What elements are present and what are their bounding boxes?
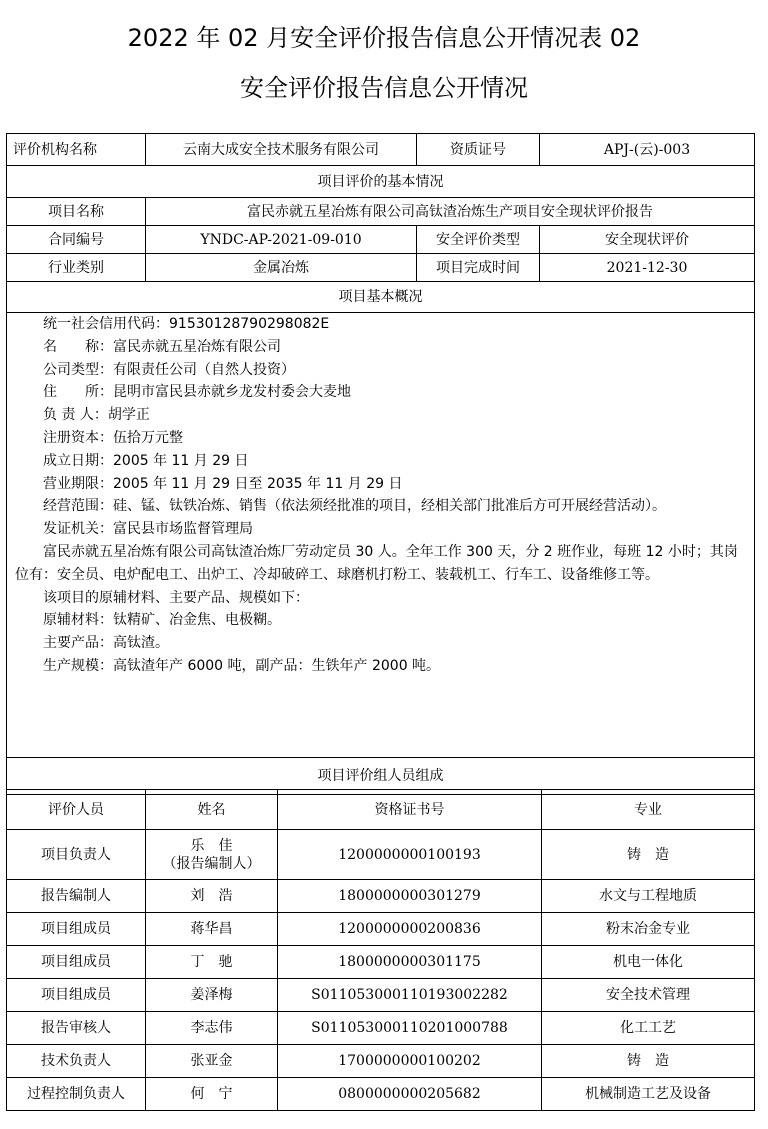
info-table	[6, 133, 755, 795]
team-cert: S011053000110201000788	[278, 1012, 542, 1045]
overview-line: 该项目的原辅材料、主要产品、规模如下：	[43, 589, 309, 606]
team-name: 丁 驰	[146, 946, 278, 979]
cert-label: 资质证号	[417, 134, 540, 166]
team-cert: 0800000000205682	[278, 1078, 542, 1111]
org-value: 云南大成安全技术服务有限公司	[146, 134, 417, 166]
team-cert: 1200000000200836	[278, 913, 542, 946]
eval-type-label: 安全评价类型	[417, 226, 540, 254]
table-row	[7, 1045, 755, 1078]
finish-time-value: 2021-12-30	[540, 254, 755, 282]
section-team-heading: 项目评价组人员组成	[7, 758, 755, 795]
team-name-note: （报告编制人）	[162, 855, 261, 872]
team-major: 机电一体化	[542, 946, 755, 979]
overview-line: 富民赤就五星冶炼有限公司高钛渣冶炼厂劳动定员 30 人。全年工作 300 天，分 2 班作业，每班 12 小时；其岗位有：安全员、电炉配电工、出炉工、冷却破碎工、球磨机打粉工、装载机工、行车工、设备维修工等。	[15, 543, 738, 583]
team-role: 项目组成员	[7, 979, 146, 1012]
team-name: 李志伟	[146, 1012, 278, 1045]
org-row	[7, 134, 755, 166]
team-major: 铸 造	[542, 1045, 755, 1078]
table-row	[7, 946, 755, 979]
team-role: 报告编制人	[7, 880, 146, 913]
team-name: 何 宁	[146, 1078, 278, 1111]
team-header-name: 姓名	[146, 790, 278, 830]
overview-line: 公司类型：有限责任公司（自然人投资）	[43, 361, 295, 378]
overview-line: 名 称：富民赤就五星冶炼有限公司	[43, 338, 281, 355]
team-table	[6, 789, 755, 1111]
org-label: 评价机构名称	[7, 134, 146, 166]
document-subtitle: 安全评价报告信息公开情况	[240, 74, 528, 102]
finish-time-label: 项目完成时间	[417, 254, 540, 282]
overview-line: 生产规模：高钛渣年产 6000 吨，副产品：生铁年产 2000 吨。	[43, 657, 441, 674]
table-row	[7, 880, 755, 913]
project-name-value: 富民赤就五星冶炼有限公司高钛渣冶炼生产项目安全现状评价报告	[146, 198, 755, 226]
team-cert: 1200000000100193	[278, 830, 542, 880]
overview-line: 成立日期：2005 年 11 月 29 日	[43, 452, 249, 469]
team-header-major: 专业	[542, 790, 755, 830]
team-role: 项目组成员	[7, 913, 146, 946]
team-header-row	[7, 790, 755, 830]
team-major: 水文与工程地质	[542, 880, 755, 913]
team-role: 过程控制负责人	[7, 1078, 146, 1111]
industry-label: 行业类别	[7, 254, 146, 282]
team-name: 张亚金	[146, 1045, 278, 1078]
industry-value: 金属冶炼	[146, 254, 417, 282]
team-major: 铸 造	[542, 830, 755, 880]
team-role: 报告审核人	[7, 1012, 146, 1045]
team-major: 安全技术管理	[542, 979, 755, 1012]
team-role: 项目组成员	[7, 946, 146, 979]
overview-line: 经营范围：硅、锰、钛铁冶炼、销售（依法须经批准的项目，经相关部门批准后方可开展经营活动）。	[43, 498, 666, 515]
team-name: 蒋华昌	[146, 913, 278, 946]
overview-line: 主要产品：高钛渣。	[43, 635, 169, 652]
table-row	[7, 1012, 755, 1045]
team-name-text: 乐 佳	[190, 837, 233, 854]
section-overview-heading: 项目基本概况	[7, 282, 755, 313]
team-name	[146, 830, 278, 880]
section-basic-heading: 项目评价的基本情况	[7, 166, 755, 198]
team-name: 姜泽梅	[146, 979, 278, 1012]
overview-line: 住 所：昆明市富民县赤就乡龙发村委会大麦地	[43, 384, 351, 401]
team-name: 刘 浩	[146, 880, 278, 913]
team-major: 化工工艺	[542, 1012, 755, 1045]
cert-value: APJ-(云)-003	[540, 134, 755, 166]
overview-line: 发证机关：富民县市场监督管理局	[43, 521, 253, 538]
overview-line: 注册资本：伍拾万元整	[43, 429, 183, 446]
project-name-label: 项目名称	[7, 198, 146, 226]
team-header-role: 评价人员	[7, 790, 146, 830]
overview-line: 原辅材料：钛精矿、冶金焦、电极糊。	[43, 612, 281, 629]
team-major: 粉末冶金专业	[542, 913, 755, 946]
team-cert: 1700000000100202	[278, 1045, 542, 1078]
overview-line: 营业期限：2005 年 11 月 29 日至 2035 年 11 月 29 日	[43, 475, 403, 492]
project-name-row	[7, 198, 755, 226]
contract-label: 合同编号	[7, 226, 146, 254]
overview-line: 负 责 人：胡学正	[43, 407, 150, 424]
team-header-cert: 资格证书号	[278, 790, 542, 830]
team-role: 技术负责人	[7, 1045, 146, 1078]
table-row	[7, 979, 755, 1012]
industry-row	[7, 254, 755, 282]
table-row	[7, 830, 755, 880]
overview-text	[7, 313, 755, 758]
eval-type-value: 安全现状评价	[540, 226, 755, 254]
team-major: 机械制造工艺及设备	[542, 1078, 755, 1111]
table-row	[7, 913, 755, 946]
overview-line: 统一社会信用代码：91530128790298082E	[43, 316, 330, 332]
team-cert: 1800000000301175	[278, 946, 542, 979]
team-role: 项目负责人	[7, 830, 146, 880]
table-row	[7, 1078, 755, 1111]
contract-value: YNDC-AP-2021-09-010	[146, 226, 417, 254]
team-cert: S011053000110193002282	[278, 979, 542, 1012]
team-cert: 1800000000301279	[278, 880, 542, 913]
contract-row	[7, 226, 755, 254]
document-title: 2022 年 02 月安全评价报告信息公开情况表 02	[127, 24, 641, 52]
